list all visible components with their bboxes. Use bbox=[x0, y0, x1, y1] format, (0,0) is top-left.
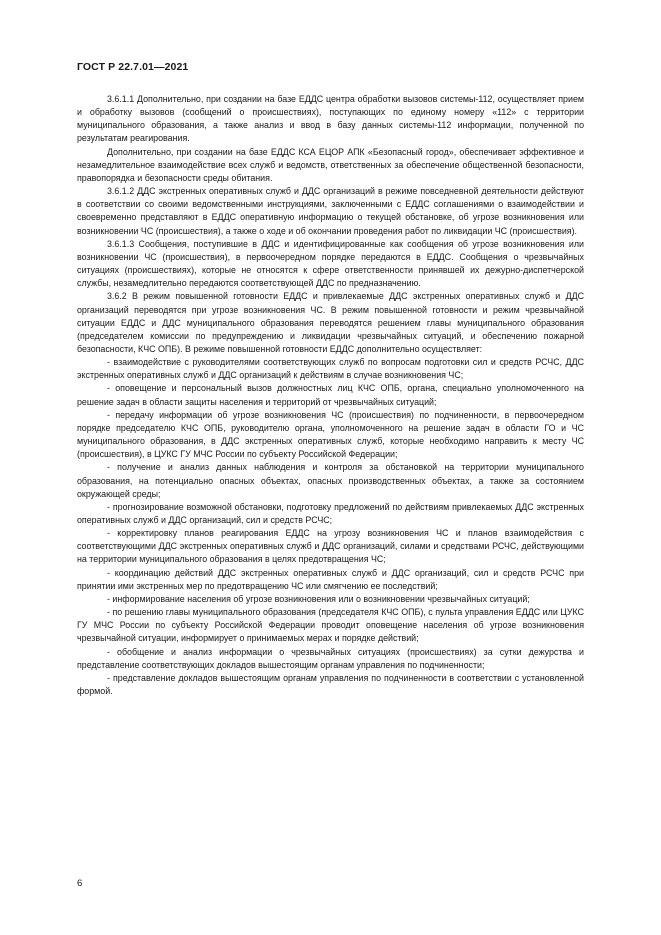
list-item: - взаимодействие с руководителями соответствующих служб по вопросам подготовки сил и средств РСЧС, ДДС экстренных оперативных служб и ДДС организаций к действиям в случае возникновения ЧС; bbox=[77, 357, 584, 381]
list-item: - прогнозирование возможной обстановки, подготовку предложений по действиям привлекаемых ДДС экстренных оперативных служб и ДДС организаций, сил и средств РСЧС; bbox=[77, 501, 584, 525]
list-item: - информирование населения об угрозе возникновения или о возникновении чрезвычайных ситуаций; bbox=[107, 593, 530, 604]
page-number: 6 bbox=[77, 878, 83, 889]
paragraph: Дополнительно, при создании на базе ЕДДС КСА ЕЦОР АПК «Безопасный город», обеспечивает эффективное и незамедлительное взаимодействие всех служб и ведомств, ответственных за обеспечение общественной безопасности, правопорядка и безопасности среды обитания. bbox=[77, 146, 584, 183]
list-item: - получение и анализ данных наблюдения и контроля за обстановкой на территории муниципального образования, на потенциально опасных объектах, опасных производственных объектах, а также за состоянием окружающей среды; bbox=[77, 462, 584, 499]
list-item: - представление докладов вышестоящим органам управления по подчиненности в соответствии с установленной формой. bbox=[77, 672, 584, 697]
paragraph: 3.6.1.2 ДДС экстренных оперативных служб и ДДС организаций в режиме повседневной деятельности действуют в соответствии со своими ведомственными инструкциями, заключенными с ЕДДС соглашениями о взаимодействии и своевременно представляют в ЕДДС оперативную информацию о текущей обстановке, об угрозе возникновения или возникновении ЧС (происшествия), а также о ходе и об окончании проведения работ по ликвидации ЧС (происшествия). bbox=[77, 186, 584, 236]
list-item: - передачу информации об угрозе возникновения ЧС (происшествия) по подчиненности, в первоочередном порядке председателю КЧС ОПБ, руководителю органа, уполномоченного на решение задач в области ГО и ЧС муниципального образования, в ДДС экстренных оперативных служб, которые необходимо направить к месту ЧС (происшествия), в ЦУКС ГУ МЧС России по субъекту Российской Федерации; bbox=[77, 409, 584, 460]
list-item: - координацию действий ДДС экстренных оперативных служб и ДДС организаций, сил и средств РСЧС при принятии ими экстренных мер по предотвращению ЧС или смягчению ее последствий; bbox=[77, 567, 584, 591]
paragraph: 3.6.1.1 Дополнительно, при создании на базе ЕДДС центра обработки вызовов системы-112, осуществляет прием и обработку вызовов (сообщений о происшествиях), поступающих по единому номеру «112» с территории муниципального образования, а также анализ и ввод в базу данных системы-112 информации, полученной по результатам реагирования. bbox=[77, 94, 584, 144]
list-item: - корректировку планов реагирования ЕДДС на угрозу возникновения ЧС и планов взаимодействия с соответствующими ДДС экстренных оперативных служб и ДДС организаций, силами и средствами РСЧС, действующими на территории муниципального образования в целях предотвращения ЧС; bbox=[77, 528, 584, 565]
list-item: - оповещение и персональный вызов должностных лиц КЧС ОПБ, органа, специально уполномоченного на решение задач в области защиты населения и территорий от чрезвычайных ситуаций; bbox=[77, 383, 584, 407]
document-header: ГОСТ Р 22.7.01—2021 bbox=[77, 61, 189, 73]
list-item: - обобщение и анализ информации о чрезвычайных ситуациях (происшествиях) за сутки дежурства и представление соответствующих докладов вышестоящим органам управления по подчиненности; bbox=[77, 646, 584, 670]
list-item: - по решению главы муниципального образования (председателя КЧС ОПБ), с пульта управления ЕДДС или ЦУКС ГУ МЧС России по субъекту Российской Федерации проводит оповещение населения об угрозе возникновения чрезвычайной ситуации, информирует о принимаемых мерах и порядке действий; bbox=[77, 607, 584, 644]
paragraph: 3.6.1.3 Сообщения, поступившие в ДДС и идентифицированные как сообщения об угрозе возникновения или возникновении ЧС (происшествия), в первоочередном порядке передаются в ЕДДС. Сообщения о чрезвычайных ситуациях (происшествиях), которые не относятся к сфере ответственности принявшей их дежурно-диспетчерской службы, незамедлительно передаются соответствующей ДДС по предназначению. bbox=[77, 238, 584, 289]
paragraph: 3.6.2 В режим повышенной готовности ЕДДС и привлекаемые ДДС экстренных оперативных служб и ДДС организаций переводятся при угрозе возникновения ЧС. В режим повышенной готовности и режим чрезвычайной ситуации ЕДДС и ДДС муниципального образования переводятся решением главы муниципального образования (председателем комиссии по предупреждению и ликвидации чрезвычайных ситуаций, и обеспечению пожарной безопасности, КЧС ОПБ). В режиме повышенной готовности ЕДДС дополнительно осуществляет: bbox=[77, 291, 584, 354]
document-body bbox=[77, 93, 584, 698]
